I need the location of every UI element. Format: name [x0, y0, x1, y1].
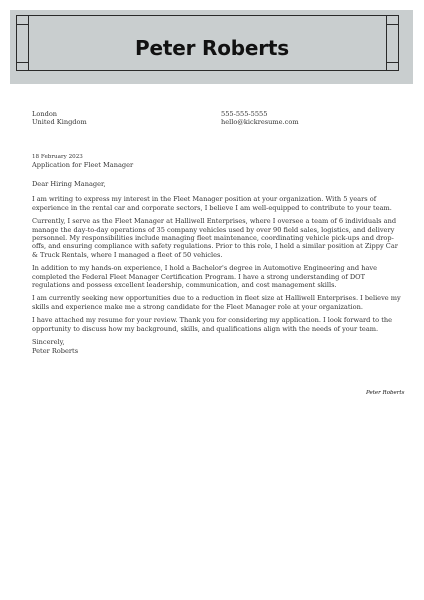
applicant-name: Peter Roberts: [135, 36, 289, 60]
contact-country: United Kingdom: [32, 118, 87, 127]
letter-paragraph: Currently, I serve as the Fleet Manager at Halliwell Enterprises, where I oversee a team of 6 individuals and manage the day-to-day operations of 35 company vehicles used by over 90 field sales, logistics, and delivery personnel. My responsibilities include managing fleet maintenance, coordinating vehicle pick-ups and drop-offs, and ensuring compliance with safety regulations. Prior to this role, I held a similar position at Zippy Car & Truck Rentals, where I managed a fleet of 50 vehicles.: [32, 217, 398, 259]
letter-closing-name: Peter Roberts: [32, 346, 79, 355]
letter-paragraph: I am writing to express my interest in the Fleet Manager position at your organization. With 5 years of experience in the rental car and corporate sectors, I believe I am well-equipped to contribute to your team.: [32, 195, 392, 212]
letter-greeting: Dear Hiring Manager,: [32, 180, 106, 188]
letter-paragraph: I am currently seeking new opportunities due to a reduction in fleet size at Halliwell Enterprises. I believe my skills and experience make me a strong candidate for the Fleet Manager role at your organization.: [32, 294, 401, 311]
letter-subject: Application for Fleet Manager: [32, 161, 134, 169]
letter-paragraph: In addition to my hands-on experience, I hold a Bachelor's degree in Automotive Engineering and have completed the Federal Fleet Manager Certification Program. I have a strong understanding of DOT regulations and possess excellent leadership, communication, and cost management skills.: [32, 264, 378, 290]
contact-email: hello@kickresume.com: [221, 118, 299, 127]
contact-details: [221, 110, 299, 127]
contact-phone: 555-555-5555: [221, 110, 268, 118]
letter-body: [32, 180, 402, 355]
letter-paragraph: I have attached my resume for your review. Thank you for considering my application. I look forward to the opportunity to discuss how my background, skills, and qualifications align with the needs of your team.: [32, 316, 392, 333]
handwritten-signature: Peter Roberts: [366, 390, 405, 396]
contact-city: London: [32, 110, 58, 118]
letter-closing: Sincerely,: [32, 338, 65, 347]
letter-date: 18 February 2023: [32, 154, 83, 160]
contact-location: [32, 110, 87, 127]
